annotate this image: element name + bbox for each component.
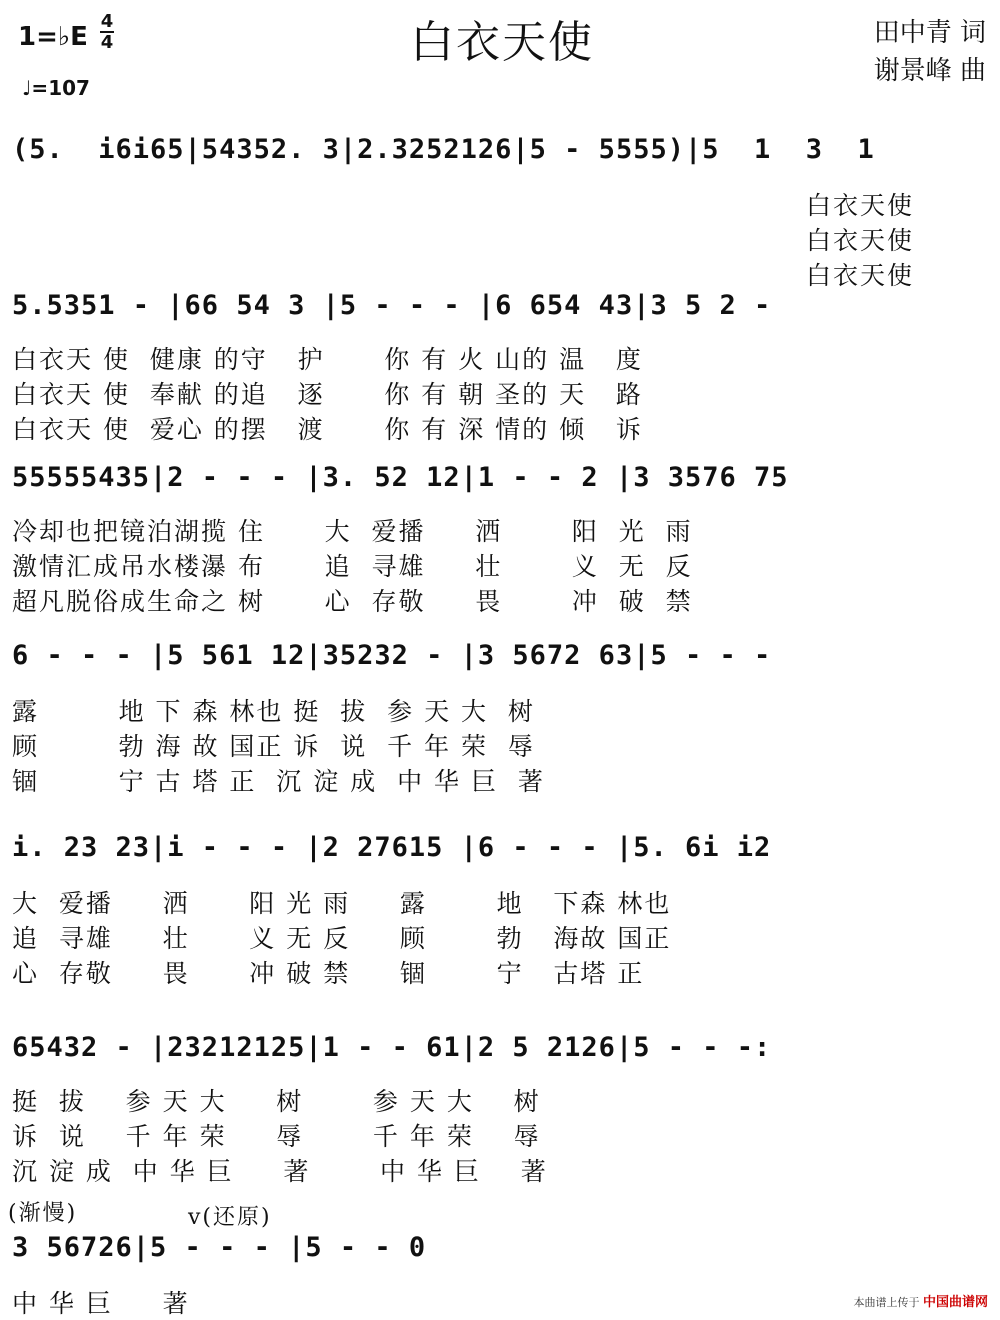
time-signature [100,12,114,52]
lyric-line-7-verse-1: 中 华 巨 著 [12,1289,190,1318]
site-logo: 中国曲谱网 [922,1295,988,1310]
lyric-line-4-verse-1: 露 地 下 森 林也 挺 拔 参 天 大 树 [12,697,535,726]
ritardando-marking: (渐慢) [8,1201,78,1226]
notes-line-2: 5.5351 - |66 54 3 |5 - - - |6 654 43|3 5 2 - [12,290,772,321]
lyric-line-3-verse-1: 冷却也把镜泊湖揽 住 大 爱播 洒 阳 光 雨 [12,517,693,546]
score-line-6 [0,1028,1000,1078]
meter-bottom: 4 [100,32,114,53]
lyric-line-1-verse-1: 白衣天使 [806,191,915,220]
upload-footer [853,1291,988,1310]
lyric-line-6-verse-1: 挺 拔 参 天 大 树 参 天 大 树 [12,1087,541,1116]
tempo-marking: ♩=107 [22,76,90,100]
lyric-line-4-verse-2: 顾 勃 海 故 国正 诉 说 千 年 荣 辱 [12,732,535,761]
lyric-line-6-verse-2: 诉 说 千 年 荣 辱 千 年 荣 辱 [12,1122,541,1151]
notes-line-6: 65432 - |23212125|1 - - 61|2 5 2126|5 - - -: [12,1032,772,1063]
lyric-line-5-verse-2: 追 寻雄 壮 义 无 反 顾 勃 海故 国正 [12,924,672,953]
notes-line-4: 6 - - - |5 561 12|35232 - |3 5672 63|5 - - - [12,640,772,671]
lyric-line-3-verse-2: 激情汇成吊水楼瀑 布 追 寻雄 壮 义 无 反 [12,552,693,581]
footer-text: 本曲谱上传于 [853,1296,920,1309]
score-line-1 [0,130,1000,180]
song-title: 白衣天使 [410,17,594,68]
notes-line-5: i. 23 23|i - - - |2 27615 |6 - - - |5. 6i i2 [12,832,772,863]
lyric-line-2-verse-3: 白衣天 使 爱心 的摆 渡 你 有 深 情的 倾 诉 [12,415,643,444]
lyric-line-4-verse-3: 锢 宁 古 塔 正 沉 淀 成 中 华 巨 著 [12,767,545,796]
lyric-line-6-verse-3: 沉 淀 成 中 华 巨 著 中 华 巨 著 [12,1157,548,1186]
a-tempo-marking: v(还原) [188,1205,272,1230]
meter-top: 4 [100,11,114,32]
lyric-line-2-verse-2: 白衣天 使 奉献 的追 逐 你 有 朝 圣的 天 路 [12,380,643,409]
lyric-line-2-verse-1: 白衣天 使 健康 的守 护 你 有 火 山的 温 度 [12,345,643,374]
lyric-line-5-verse-3: 心 存敬 畏 冲 破 禁 锢 宁 古塔 正 [12,959,645,988]
score-line-2 [0,286,1000,336]
score-line-5 [0,828,1000,878]
score-line-3 [0,458,1000,508]
notes-line-7: 3 56726|5 - - - |5 - - 0 [12,1232,427,1263]
score-line-4 [0,636,1000,686]
score-line-7 [0,1228,1000,1278]
notes-line-1: (5. i6i65|54352. 3|2.3252126|5 - 5555)|5 1 3 1 [12,134,875,165]
composer-credit: 谢景峰 曲 [873,56,986,86]
notes-line-3: 55555435|2 - - - |3. 52 12|1 - - 2 |3 3576 75 [12,462,789,493]
key-signature: 1=♭E [18,22,88,52]
lyricist-credit: 田中青 词 [873,18,986,48]
lyric-line-1-verse-3: 白衣天使 [806,261,915,290]
lyric-line-5-verse-1: 大 爱播 洒 阳 光 雨 露 地 下森 林也 [12,889,672,918]
lyric-line-3-verse-3: 超凡脱俗成生命之 树 心 存敬 畏 冲 破 禁 [12,587,693,616]
lyric-line-1-verse-2: 白衣天使 [806,226,915,255]
